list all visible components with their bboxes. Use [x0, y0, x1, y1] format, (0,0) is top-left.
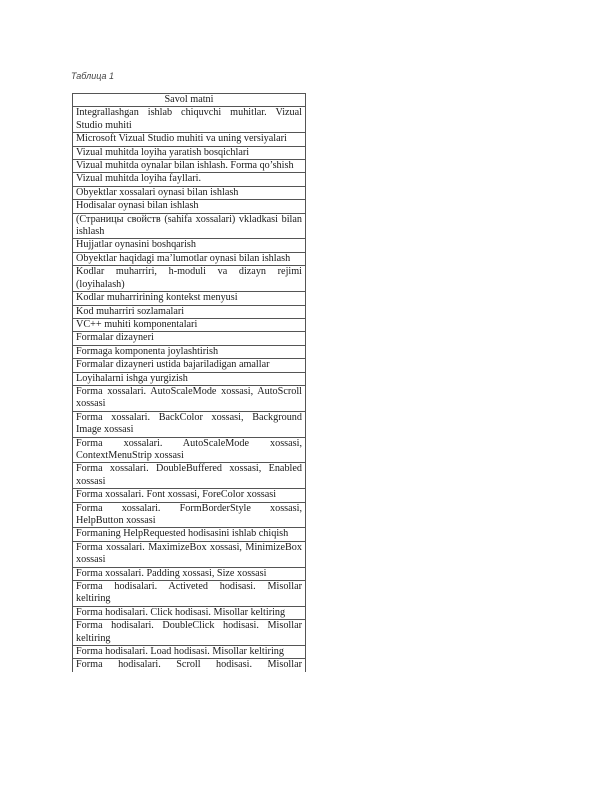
table-row — [73, 385, 306, 411]
question-cell: Formaga komponenta joylashtirish — [73, 345, 306, 358]
table-row — [73, 186, 306, 199]
question-cell: Forma xossalari. Font xossasi, ForeColor xossasi — [73, 489, 306, 502]
table-row — [73, 528, 306, 541]
table-row — [73, 213, 306, 239]
table-row — [73, 411, 306, 437]
question-cell: Hujjatlar oynasini boshqarish — [73, 239, 306, 252]
table-row — [73, 372, 306, 385]
question-cell: Forma hodisalari. DoubleClick hodisasi. Misollar keltiring — [73, 620, 306, 646]
table-row — [73, 659, 306, 673]
table-row — [73, 620, 306, 646]
question-cell: Obyektlar haqidagi ma’lumotlar oynasi bilan ishlash — [73, 252, 306, 265]
table-row — [73, 160, 306, 173]
column-header: Savol matni — [73, 94, 306, 107]
table-row — [73, 200, 306, 213]
table-row — [73, 332, 306, 345]
table-row — [73, 437, 306, 463]
table-header-row — [73, 94, 306, 107]
question-cell: Hodisalar oynasi bilan ishlash — [73, 200, 306, 213]
question-cell: Forma hodisalari. Activeted hodisasi. Misollar keltiring — [73, 581, 306, 607]
table-row — [73, 239, 306, 252]
question-cell: Forma xossalari. AutoScaleMode xossasi, ContextMenuStrip xossasi — [73, 437, 306, 463]
table-row — [73, 463, 306, 489]
question-text: Forma hodisalari. Scroll hodisasi. Misollar — [76, 659, 302, 671]
question-cell: Microsoft Vizual Studio muhiti va uning versiyalari — [73, 133, 306, 146]
question-cell: Obyektlar xossalari oynasi bilan ishlash — [73, 186, 306, 199]
table-row — [73, 581, 306, 607]
table-row — [73, 173, 306, 186]
question-cell: Forma hodisalari. Load hodisasi. Misollar keltiring — [73, 646, 306, 659]
table-row — [73, 502, 306, 528]
question-cell: Kod muharriri sozlamalari — [73, 305, 306, 318]
table-row — [73, 318, 306, 331]
question-cell: Kodlar muharriri, h-moduli va dizayn rejimi (loyihalash) — [73, 266, 306, 292]
table-row — [73, 345, 306, 358]
question-cell: Formalar dizayneri ustida bajariladigan amallar — [73, 359, 306, 372]
question-cell: Forma xossalari. FormBorderStyle xossasi, HelpButton xossasi — [73, 502, 306, 528]
table-row — [73, 266, 306, 292]
question-cell: Kodlar muharririning kontekst menyusi — [73, 292, 306, 305]
table-row — [73, 292, 306, 305]
question-cell: Forma xossalari. Padding xossasi, Size xossasi — [73, 567, 306, 580]
question-cell: Forma xossalari. AutoScaleMode xossasi, AutoScroll xossasi — [73, 385, 306, 411]
table-row — [73, 359, 306, 372]
question-cell: Loyihalarni ishga yurgizish — [73, 372, 306, 385]
table-row — [73, 133, 306, 146]
question-cell: Vizual muhitda loyiha yaratish bosqichlari — [73, 146, 306, 159]
question-cell: Forma hodisalari. Click hodisasi. Misollar keltiring — [73, 606, 306, 619]
table-row — [73, 606, 306, 619]
question-cell: (Страницы свойств (sahifa xossalari) vkladkasi bilan ishlash — [73, 213, 306, 239]
question-cell: Vizual muhitda oynalar bilan ishlash. Forma qo’shish — [73, 160, 306, 173]
question-cell — [73, 659, 306, 673]
table-caption: Таблица 1 — [71, 71, 115, 81]
table-row — [73, 567, 306, 580]
question-cell: Formalar dizayneri — [73, 332, 306, 345]
question-cell: VC++ muhiti komponentalari — [73, 318, 306, 331]
question-cell: Formaning HelpRequested hodisasini ishlab chiqish — [73, 528, 306, 541]
question-cell: Forma xossalari. DoubleBuffered xossasi, Enabled xossasi — [73, 463, 306, 489]
table-body — [73, 107, 306, 673]
table-row — [73, 146, 306, 159]
question-cell: Forma xossalari. BackColor xossasi, Background Image xossasi — [73, 411, 306, 437]
question-cell: Vizual muhitda loyiha fayllari. — [73, 173, 306, 186]
table-row — [73, 489, 306, 502]
table-row — [73, 252, 306, 265]
table-row — [73, 107, 306, 133]
question-cell: Forma xossalari. MaximizeBox xossasi, MinimizeBox xossasi — [73, 541, 306, 567]
table-row — [73, 541, 306, 567]
question-cell: Integrallashgan ishlab chiquvchi muhitlar. Vizual Studio muhiti — [73, 107, 306, 133]
table-row — [73, 646, 306, 659]
table-row — [73, 305, 306, 318]
questions-table — [72, 93, 306, 672]
